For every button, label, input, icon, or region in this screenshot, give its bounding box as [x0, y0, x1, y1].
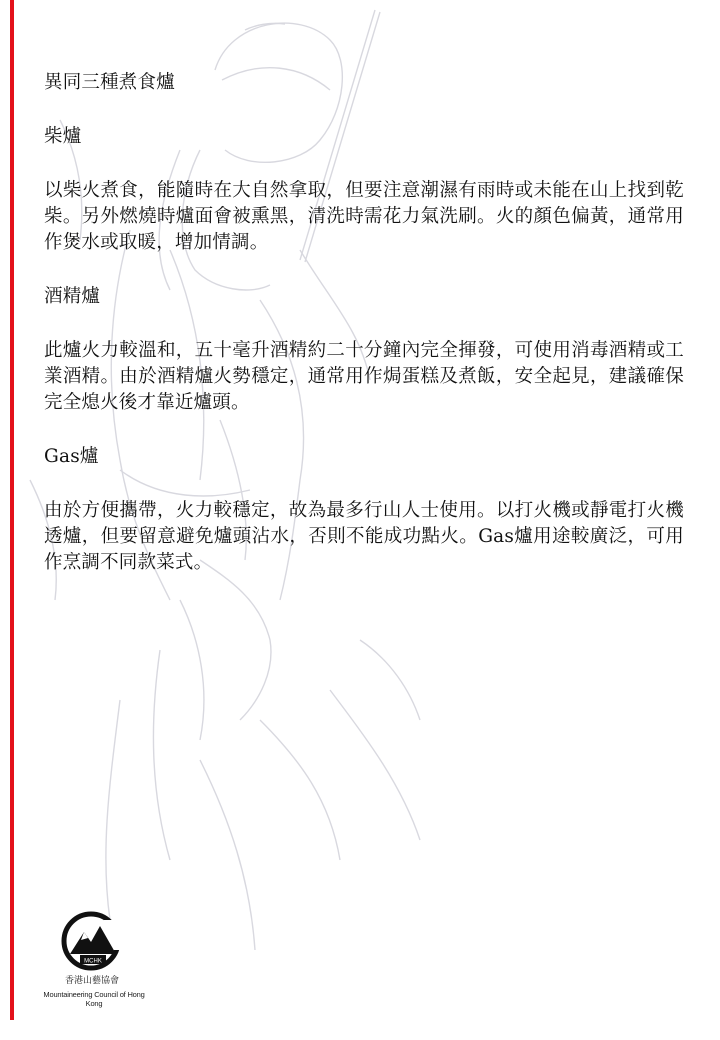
section-heading-wood-stove: 柴爐 [44, 126, 82, 147]
mchk-logo [42, 910, 152, 1008]
section-body-alcohol-stove: 此爐火力較溫和，五十毫升酒精約二十分鐘內完全揮發，可使用消毒酒精或工業酒精。由於酒精爐火勢穩定，通常用作焗蛋糕及煮飯，安全起見，建議確保完全熄火後才靠近爐頭。 [44, 340, 684, 413]
section-heading-alcohol-stove: 酒精爐 [44, 286, 101, 307]
section-heading-gas-stove: Gas爐 [44, 446, 99, 467]
logo-badge-text: MCHK [84, 958, 102, 965]
logo-name-zh: 香港山藝協會 [64, 976, 119, 986]
document-title: 異同三種煮食爐 [44, 72, 175, 93]
document-body [44, 70, 684, 576]
logo-name-en: Mountaineering Council of Hong Kong [43, 990, 145, 1008]
section-body-gas-stove: 由於方便攜帶，火力較穩定，故為最多行山人士使用。以打火機或靜電打火機透爐，但要留意避免爐頭沾水，否則不能成功點火。Gas爐用途較廣泛，可用作烹調不同款菜式。 [44, 500, 684, 573]
section-body-wood-stove: 以柴火煮食，能隨時在大自然拿取，但要注意潮濕有雨時或未能在山上找到乾柴。另外燃燒時爐面會被熏黑，清洗時需花力氣洗刷。火的顏色偏黃，通常用作煲水或取暖，增加情調。 [44, 180, 684, 253]
mountain-logo-icon [60, 910, 122, 972]
